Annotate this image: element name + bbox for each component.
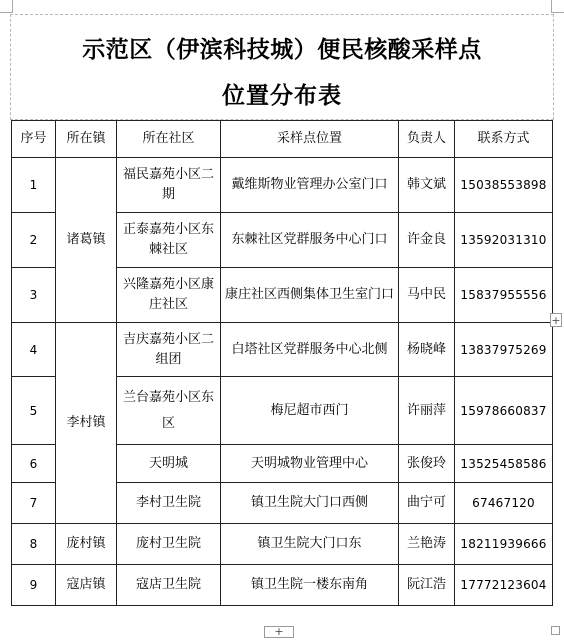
row-number: 6	[12, 445, 56, 483]
town-cell: 寇店镇	[56, 565, 117, 606]
location-cell: 康庄社区西侧集体卫生室门口	[221, 268, 399, 323]
title-text-box[interactable]	[10, 14, 554, 120]
row-number: 8	[12, 524, 56, 565]
phone-cell: 17772123604	[455, 565, 553, 606]
title-line-2: 位置分布表	[222, 82, 342, 109]
community-cell: 天明城	[117, 445, 221, 483]
location-cell: 镇卫生院大门口东	[221, 524, 399, 565]
person-cell: 阮江浩	[399, 565, 455, 606]
add-row-handle[interactable]: +	[264, 626, 294, 638]
row-number: 3	[12, 268, 56, 323]
phone-cell: 15978660837	[455, 377, 553, 445]
community-cell: 正泰嘉苑小区东棘社区	[117, 213, 221, 268]
community-cell: 庞村卫生院	[117, 524, 221, 565]
person-cell: 马中民	[399, 268, 455, 323]
community-cell: 福民嘉苑小区二期	[117, 158, 221, 213]
community-cell: 兰台嘉苑小区东区	[117, 377, 221, 445]
row-number: 7	[12, 483, 56, 524]
town-cell: 李村镇	[56, 323, 117, 524]
location-cell: 戴维斯物业管理办公室门口	[221, 158, 399, 213]
person-cell: 曲宁可	[399, 483, 455, 524]
header-seq: 序号	[12, 121, 56, 158]
phone-cell: 18211939666	[455, 524, 553, 565]
phone-cell: 15837955556	[455, 268, 553, 323]
table-row	[12, 524, 553, 565]
location-cell: 天明城物业管理中心	[221, 445, 399, 483]
person-cell: 张俊玲	[399, 445, 455, 483]
table-header-row	[12, 121, 553, 158]
header-community: 所在社区	[117, 121, 221, 158]
sampling-point-table[interactable]	[11, 120, 553, 606]
community-cell: 寇店卫生院	[117, 565, 221, 606]
location-cell: 东棘社区党群服务中心门口	[221, 213, 399, 268]
phone-cell: 13837975269	[455, 323, 553, 377]
location-cell: 白塔社区党群服务中心北侧	[221, 323, 399, 377]
phone-cell: 13592031310	[455, 213, 553, 268]
crop-mark-top-right	[551, 0, 564, 13]
header-town: 所在镇	[56, 121, 117, 158]
table-resize-handle[interactable]	[551, 626, 560, 635]
town-cell: 庞村镇	[56, 524, 117, 565]
crop-mark-top-left	[0, 0, 13, 13]
title-line-1: 示范区（伊滨科技城）便民核酸采样点	[82, 36, 482, 63]
location-cell: 镇卫生院大门口西侧	[221, 483, 399, 524]
phone-cell: 67467120	[455, 483, 553, 524]
row-number: 5	[12, 377, 56, 445]
header-contact: 联系方式	[455, 121, 553, 158]
add-column-handle[interactable]: +	[551, 314, 561, 327]
person-cell: 韩文斌	[399, 158, 455, 213]
row-number: 4	[12, 323, 56, 377]
table-row	[12, 323, 553, 377]
person-cell: 许金良	[399, 213, 455, 268]
row-number: 9	[12, 565, 56, 606]
person-cell: 兰艳涛	[399, 524, 455, 565]
location-cell: 镇卫生院一楼东南角	[221, 565, 399, 606]
town-cell: 诸葛镇	[56, 158, 117, 323]
header-location: 采样点位置	[221, 121, 399, 158]
location-cell: 梅尼超市西门	[221, 377, 399, 445]
table-row	[12, 565, 553, 606]
phone-cell: 15038553898	[455, 158, 553, 213]
person-cell: 许丽萍	[399, 377, 455, 445]
community-cell: 兴隆嘉苑小区康庄社区	[117, 268, 221, 323]
community-cell: 李村卫生院	[117, 483, 221, 524]
header-person: 负责人	[399, 121, 455, 158]
row-number: 1	[12, 158, 56, 213]
row-number: 2	[12, 213, 56, 268]
table-row	[12, 158, 553, 213]
community-cell: 吉庆嘉苑小区二组团	[117, 323, 221, 377]
phone-cell: 13525458586	[455, 445, 553, 483]
person-cell: 杨晓峰	[399, 323, 455, 377]
